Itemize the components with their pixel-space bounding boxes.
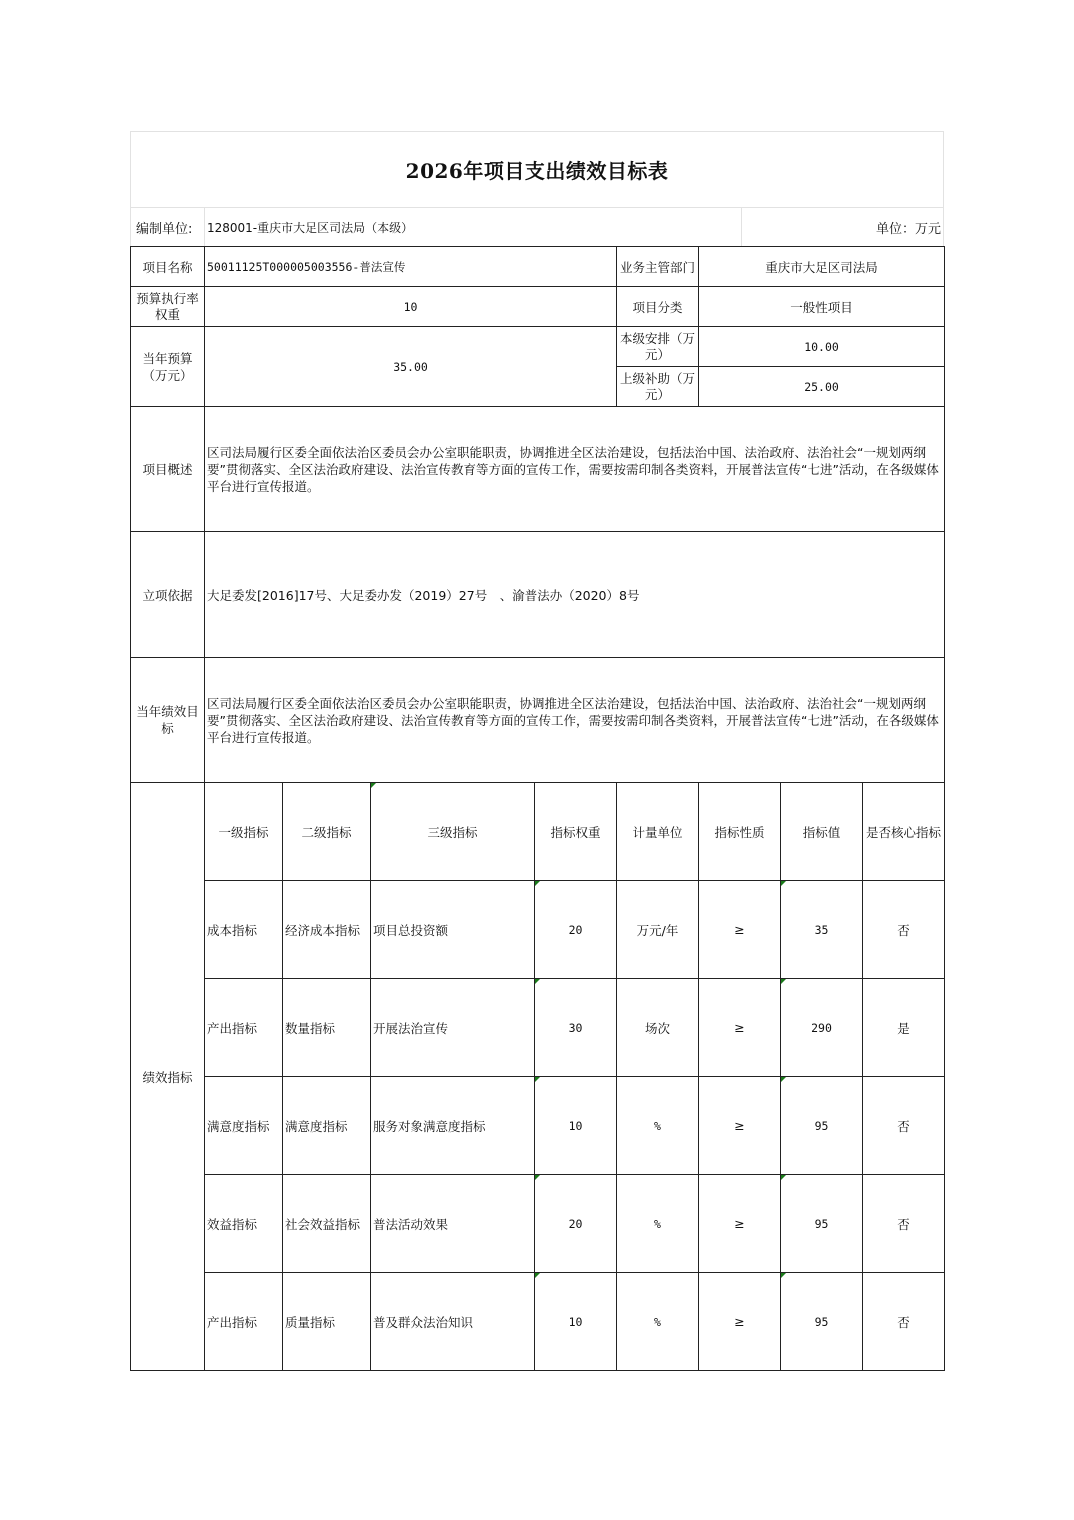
dept-value: 重庆市大足区司法局 bbox=[699, 247, 945, 287]
budget-label: 当年预算（万元） bbox=[131, 327, 205, 407]
goal-value: 区司法局履行区委全面依法治区委员会办公室职能职责，协调推进全区法治建设，包括法治中国、法治政府、法治社会“一规划两纲要”贯彻落实、全区法治政府建设、法治宣传教育等方面的宣传工作，需要按需印制各类资料，开展普法宣传“七进”活动，在各级媒体平台进行宣传报道。 bbox=[205, 658, 945, 783]
indicator-unit: % bbox=[617, 1077, 699, 1175]
title-row bbox=[130, 131, 944, 207]
indicators-section-label: 绩效指标 bbox=[131, 783, 205, 1371]
indicator-unit: 万元/年 bbox=[617, 881, 699, 979]
indicator-core: 否 bbox=[863, 1077, 945, 1175]
header-core: 是否核心指标 bbox=[863, 783, 945, 881]
indicator-l2: 数量指标 bbox=[283, 979, 371, 1077]
indicator-l3: 普法活动效果 bbox=[371, 1175, 535, 1273]
header-l3: 三级指标 bbox=[371, 783, 535, 881]
row-basis bbox=[131, 532, 945, 658]
indicator-l1: 产出指标 bbox=[205, 1273, 283, 1371]
indicator-weight: 20 bbox=[535, 1175, 617, 1273]
indicator-value: 35 bbox=[781, 881, 863, 979]
indicator-nature: ≥ bbox=[699, 881, 781, 979]
basis-value: 大足委发[2016]17号、大足委办发（2019）27号 、渝普法办（2020）8号 bbox=[205, 532, 945, 658]
indicator-nature: ≥ bbox=[699, 1077, 781, 1175]
header-unit: 计量单位 bbox=[617, 783, 699, 881]
indicator-l1: 产出指标 bbox=[205, 979, 283, 1077]
indicator-header-row bbox=[131, 783, 945, 881]
row-goal bbox=[131, 658, 945, 783]
local-label: 本级安排（万元） bbox=[617, 327, 699, 367]
indicator-l2: 经济成本指标 bbox=[283, 881, 371, 979]
project-name-label: 项目名称 bbox=[131, 247, 205, 287]
indicator-core: 否 bbox=[863, 881, 945, 979]
header-l1: 一级指标 bbox=[205, 783, 283, 881]
indicator-unit: % bbox=[617, 1175, 699, 1273]
local-value: 10.00 bbox=[699, 327, 945, 367]
category-label: 项目分类 bbox=[617, 287, 699, 327]
indicator-unit: % bbox=[617, 1273, 699, 1371]
indicator-weight: 30 bbox=[535, 979, 617, 1077]
indicator-value: 290 bbox=[781, 979, 863, 1077]
org-label: 编制单位: bbox=[131, 208, 205, 246]
indicator-weight: 10 bbox=[535, 1077, 617, 1175]
header-weight: 指标权重 bbox=[535, 783, 617, 881]
main-table bbox=[130, 246, 945, 1371]
indicator-weight: 10 bbox=[535, 1273, 617, 1371]
indicator-l3: 项目总投资额 bbox=[371, 881, 535, 979]
row-exec-weight bbox=[131, 287, 945, 327]
indicator-row bbox=[131, 1175, 945, 1273]
row-overview bbox=[131, 407, 945, 532]
indicator-nature: ≥ bbox=[699, 1175, 781, 1273]
exec-weight-value: 10 bbox=[205, 287, 617, 327]
indicator-value: 95 bbox=[781, 1273, 863, 1371]
indicator-l1: 效益指标 bbox=[205, 1175, 283, 1273]
indicator-nature: ≥ bbox=[699, 979, 781, 1077]
dept-label: 业务主管部门 bbox=[617, 247, 699, 287]
indicator-row bbox=[131, 979, 945, 1077]
unit-label: 单位：万元 bbox=[875, 221, 941, 237]
indicator-l2: 社会效益指标 bbox=[283, 1175, 371, 1273]
overview-label: 项目概述 bbox=[131, 407, 205, 532]
org-value: 128001-重庆市大足区司法局（本级） bbox=[205, 208, 742, 246]
indicator-row bbox=[131, 1077, 945, 1175]
indicator-l3: 开展法治宣传 bbox=[371, 979, 535, 1077]
header-value: 指标值 bbox=[781, 783, 863, 881]
row-budget-local bbox=[131, 327, 945, 367]
row-project-name bbox=[131, 247, 945, 287]
performance-target-sheet bbox=[130, 131, 944, 1371]
indicator-core: 否 bbox=[863, 1273, 945, 1371]
budget-value: 35.00 bbox=[205, 327, 617, 407]
indicator-l3: 普及群众法治知识 bbox=[371, 1273, 535, 1371]
superior-value: 25.00 bbox=[699, 367, 945, 407]
indicator-l1: 满意度指标 bbox=[205, 1077, 283, 1175]
indicator-value: 95 bbox=[781, 1077, 863, 1175]
header-l2: 二级指标 bbox=[283, 783, 371, 881]
basis-label: 立项依据 bbox=[131, 532, 205, 658]
indicator-l2: 满意度指标 bbox=[283, 1077, 371, 1175]
category-value: 一般性项目 bbox=[699, 287, 945, 327]
indicator-l3: 服务对象满意度指标 bbox=[371, 1077, 535, 1175]
indicator-weight: 20 bbox=[535, 881, 617, 979]
indicator-core: 是 bbox=[863, 979, 945, 1077]
meta-row bbox=[130, 207, 944, 246]
overview-value: 区司法局履行区委全面依法治区委员会办公室职能职责，协调推进全区法治建设，包括法治中国、法治政府、法治社会“一规划两纲要”贯彻落实、全区法治政府建设、法治宣传教育等方面的宣传工作，需要按需印制各类资料，开展普法宣传“七进”活动，在各级媒体平台进行宣传报道。 bbox=[205, 407, 945, 532]
indicator-l1: 成本指标 bbox=[205, 881, 283, 979]
page-title: 2026年项目支出绩效目标表 bbox=[405, 159, 669, 183]
indicator-core: 否 bbox=[863, 1175, 945, 1273]
superior-label: 上级补助（万元） bbox=[617, 367, 699, 407]
indicator-row bbox=[131, 881, 945, 979]
indicator-nature: ≥ bbox=[699, 1273, 781, 1371]
indicator-value: 95 bbox=[781, 1175, 863, 1273]
goal-label: 当年绩效目标 bbox=[131, 658, 205, 783]
indicator-l2: 质量指标 bbox=[283, 1273, 371, 1371]
project-name-value: 50011125T000005003556-普法宣传 bbox=[205, 247, 617, 287]
indicator-row bbox=[131, 1273, 945, 1371]
header-nature: 指标性质 bbox=[699, 783, 781, 881]
indicator-unit: 场次 bbox=[617, 979, 699, 1077]
exec-weight-label: 预算执行率权重 bbox=[131, 287, 205, 327]
